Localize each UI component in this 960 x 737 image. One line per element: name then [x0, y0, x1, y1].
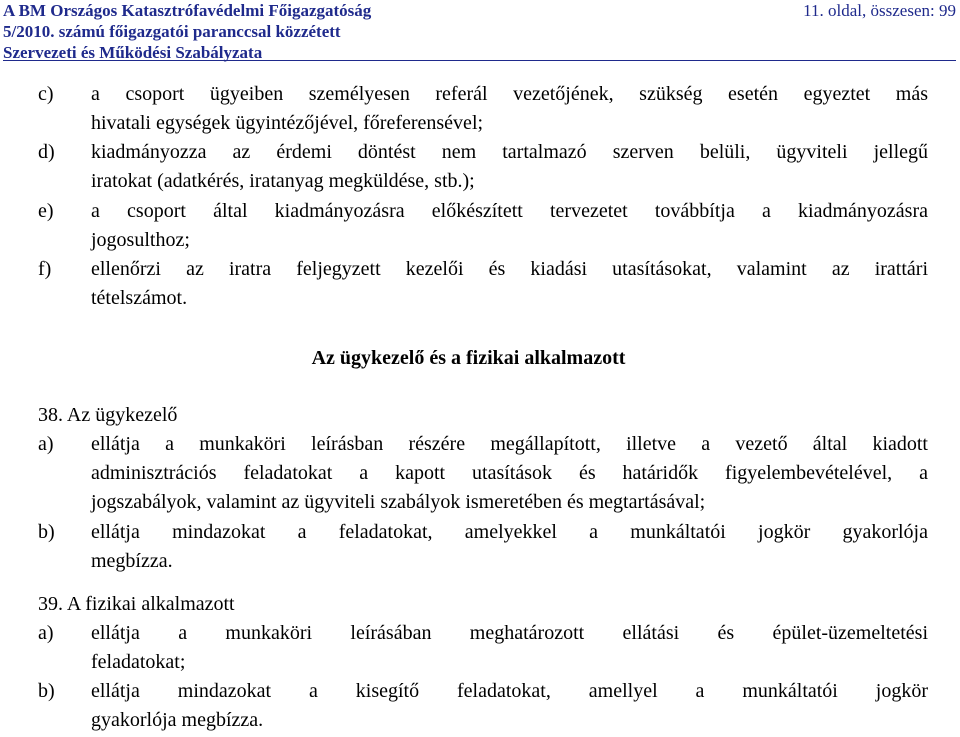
list-text-line: a csoport ügyeiben személyesen referál vezetőjének, szükség esetén egyeztet más: [91, 83, 928, 105]
list-text-line: feladatokat;: [91, 651, 186, 673]
list-text-line: ellátja a munkaköri leírásában meghatározott ellátási és épület-üzemeltetési: [91, 622, 928, 644]
page-number: 11. oldal, összesen: 99: [803, 1, 956, 20]
list-label: a): [38, 433, 54, 455]
section-title: Az ügykezelő és a fizikai alkalmazott: [311, 347, 626, 369]
list-label: b): [38, 680, 55, 702]
list-item-e: [38, 197, 928, 255]
list-label: e): [38, 200, 54, 222]
list-label: f): [38, 258, 52, 280]
header-line-1: [3, 0, 956, 21]
list-text-line: megbízza.: [91, 550, 173, 572]
list-item-d: [38, 138, 928, 196]
list-label: a): [38, 622, 54, 644]
list-text-line: ellátja mindazokat a kisegítő feladatokat, amellyel a munkáltatói jogkör: [91, 680, 928, 702]
paragraph-38-heading: 38. Az ügykezelő: [38, 404, 178, 426]
list-text-line: gyakorlója megbízza.: [91, 709, 264, 731]
list-text-line: jogosulthoz;: [91, 229, 190, 251]
list-text-line: adminisztrációs feladatokat a kapott utasítások és határidők figyelembevételével, a: [91, 462, 928, 484]
list-label: b): [38, 521, 55, 543]
para39-item-b: [38, 677, 928, 735]
list-item-f: [38, 255, 928, 313]
header-line-3: Szervezeti és Működési Szabályzata: [3, 43, 263, 62]
header-organization: A BM Országos Katasztrófavédelmi Főigazgatóság: [3, 1, 372, 20]
paragraph-39-heading: 39. A fizikai alkalmazott: [38, 593, 235, 615]
header-divider: [3, 60, 956, 61]
list-text-line: iratokat (adatkérés, iratanyag megküldése, stb.);: [91, 170, 475, 192]
para38-item-b: [38, 518, 928, 576]
list-text-line: tételszámot.: [91, 287, 188, 309]
list-text-line: a csoport által kiadmányozásra előkészített tervezetet továbbítja a kiadmányozásra: [91, 200, 928, 222]
list-text-line: hivatali egységek ügyintézőjével, főreferensével;: [91, 112, 484, 134]
list-text-line: kiadmányozza az érdemi döntést nem tartalmazó szerven belüli, ügyviteli jellegű: [91, 141, 928, 163]
list-item-c: [38, 80, 928, 138]
list-text-line: ellátja mindazokat a feladatokat, amelyekkel a munkáltatói jogkör gyakorlója: [91, 521, 928, 543]
list-label: d): [38, 141, 55, 163]
header-line-2: 5/2010. számú főigazgatói paranccsal közzétett: [3, 22, 341, 41]
para38-item-a: [38, 430, 928, 517]
list-label: c): [38, 83, 54, 105]
page-header: [3, 0, 956, 63]
list-text-line: jogszabályok, valamint az ügyviteli szabályok ismeretében és megtartásával;: [91, 491, 706, 513]
list-text-line: ellátja a munkaköri leírásban részére megállapított, illetve a vezető által kiadott: [91, 433, 928, 455]
para39-item-a: [38, 619, 928, 677]
list-text-line: ellenőrzi az iratra feljegyzett kezelői és kiadási utasításokat, valamint az irattári: [91, 258, 928, 280]
